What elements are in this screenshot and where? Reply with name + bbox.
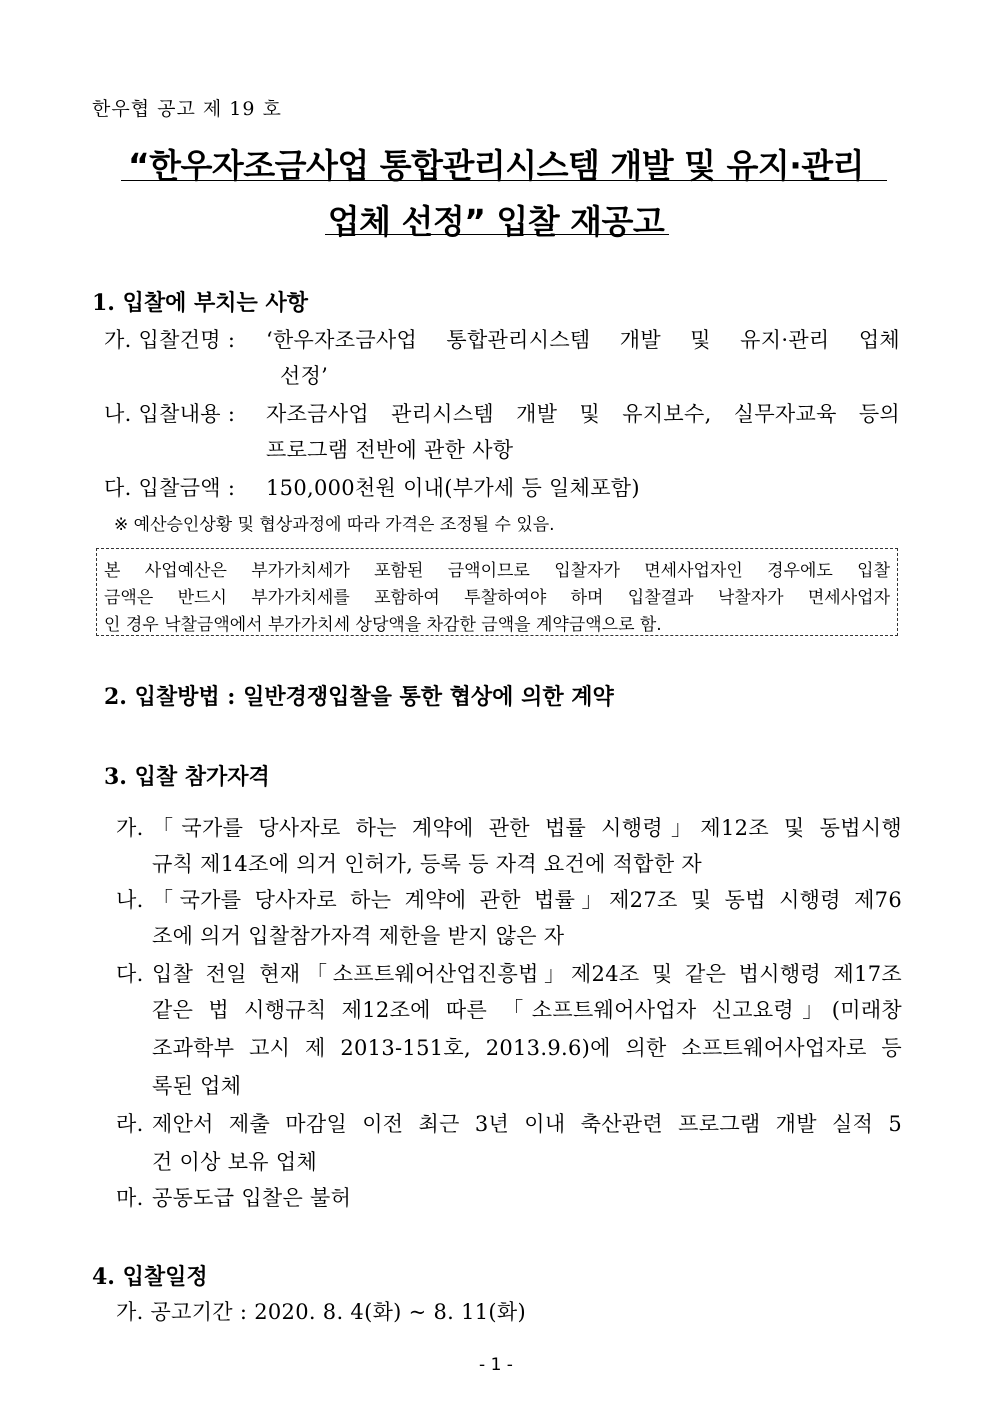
item-na-text-line1: 자조금사업 관리시스템 개발 및 유지보수, 실무자교육 등의 bbox=[266, 402, 900, 426]
title-underline-2 bbox=[325, 234, 669, 235]
section3-heading: 3. 입찰 참가자격 bbox=[104, 764, 270, 790]
qualification-marker: 마. bbox=[116, 1186, 144, 1210]
qualification-marker: 다. bbox=[116, 962, 144, 986]
qualification-line: 조에 의거 입찰참가자격 제한을 받지 않은 자 bbox=[152, 924, 565, 948]
qualification-marker: 가. bbox=[116, 816, 144, 840]
document-title-line1: “한우자조금사업 통합관리시스템 개발 및 유지·관리 bbox=[127, 146, 865, 185]
qualification-line: 공동도급 입찰은 불허 bbox=[152, 1186, 352, 1210]
qualification-line: 건 이상 보유 업체 bbox=[152, 1150, 318, 1174]
qualification-line: 조과학부 고시 제 2013-151호, 2013.9.6)에 의한 소프트웨어사업자로 등 bbox=[152, 1036, 902, 1060]
notice-number: 한우협 공고 제 19 호 bbox=[92, 98, 282, 120]
page-number: - 1 - bbox=[479, 1355, 513, 1375]
item-ga-text-line2: 선정’ bbox=[280, 364, 329, 388]
vat-notice-line: 금액은 반드시 부가가치세를 포함하여 투찰하여야 하며 입찰결과 낙찰자가 면세사업자 bbox=[104, 588, 890, 608]
item-na-label: 나. 입찰내용 : bbox=[104, 402, 236, 426]
vat-notice-line: 본 사업예산은 부가가치세가 포함된 금액이므로 입찰자가 면세사업자인 경우에도 입찰 bbox=[104, 561, 890, 581]
qualification-line: 같은 법 시행규칙 제12조에 따른 「소프트웨어사업자 신고요령」(미래창 bbox=[152, 998, 902, 1022]
qualification-line: 입찰 전일 현재「소프트웨어산업진흥법」제24조 및 같은 법시행령 제17조 bbox=[152, 962, 902, 986]
qualification-marker: 라. bbox=[116, 1112, 144, 1136]
section2-heading: 2. 입찰방법 : 일반경쟁입찰을 통한 협상에 의한 계약 bbox=[104, 684, 614, 710]
item-ga-label: 가. 입찰건명 : bbox=[104, 328, 236, 352]
item-ga-text-line1: ‘한우자조금사업 통합관리시스템 개발 및 유지·관리 업체 bbox=[266, 328, 900, 352]
qualification-line: 제안서 제출 마감일 이전 최근 3년 이내 축산관련 프로그램 개발 실적 5 bbox=[152, 1112, 902, 1136]
qualification-line: 규칙 제14조에 의거 인허가, 등록 등 자격 요건에 적합한 자 bbox=[152, 852, 702, 876]
announcement-period: 가. 공고기간 : 2020. 8. 4(화) ~ 8. 11(화) bbox=[116, 1300, 526, 1324]
qualification-line: 「국가를 당사자로 하는 계약에 관한 법률」제27조 및 동법 시행령 제76 bbox=[152, 888, 902, 912]
item-da-text: 150,000천원 이내(부가세 등 일체포함) bbox=[266, 476, 640, 500]
item-da-label: 다. 입찰금액 : bbox=[104, 476, 236, 500]
title-underline-1 bbox=[121, 180, 887, 181]
budget-note: ※ 예산승인상황 및 협상과정에 따라 가격은 조정될 수 있음. bbox=[114, 515, 555, 535]
qualification-marker: 나. bbox=[116, 888, 144, 912]
section1-heading: 1. 입찰에 부치는 사항 bbox=[92, 290, 308, 316]
vat-notice-line: 인 경우 낙찰금액에서 부가가치세 상당액을 차감한 금액을 계약금액으로 함. bbox=[104, 615, 662, 635]
section4-heading: 4. 입찰일정 bbox=[92, 1264, 208, 1290]
item-na-text-line2: 프로그램 전반에 관한 사항 bbox=[266, 438, 514, 462]
qualification-line: 「국가를 당사자로 하는 계약에 관한 법률 시행령」제12조 및 동법시행 bbox=[152, 816, 902, 840]
qualification-line: 록된 업체 bbox=[152, 1074, 242, 1098]
document-title-line2: 업체 선정” 입찰 재공고 bbox=[327, 202, 665, 241]
